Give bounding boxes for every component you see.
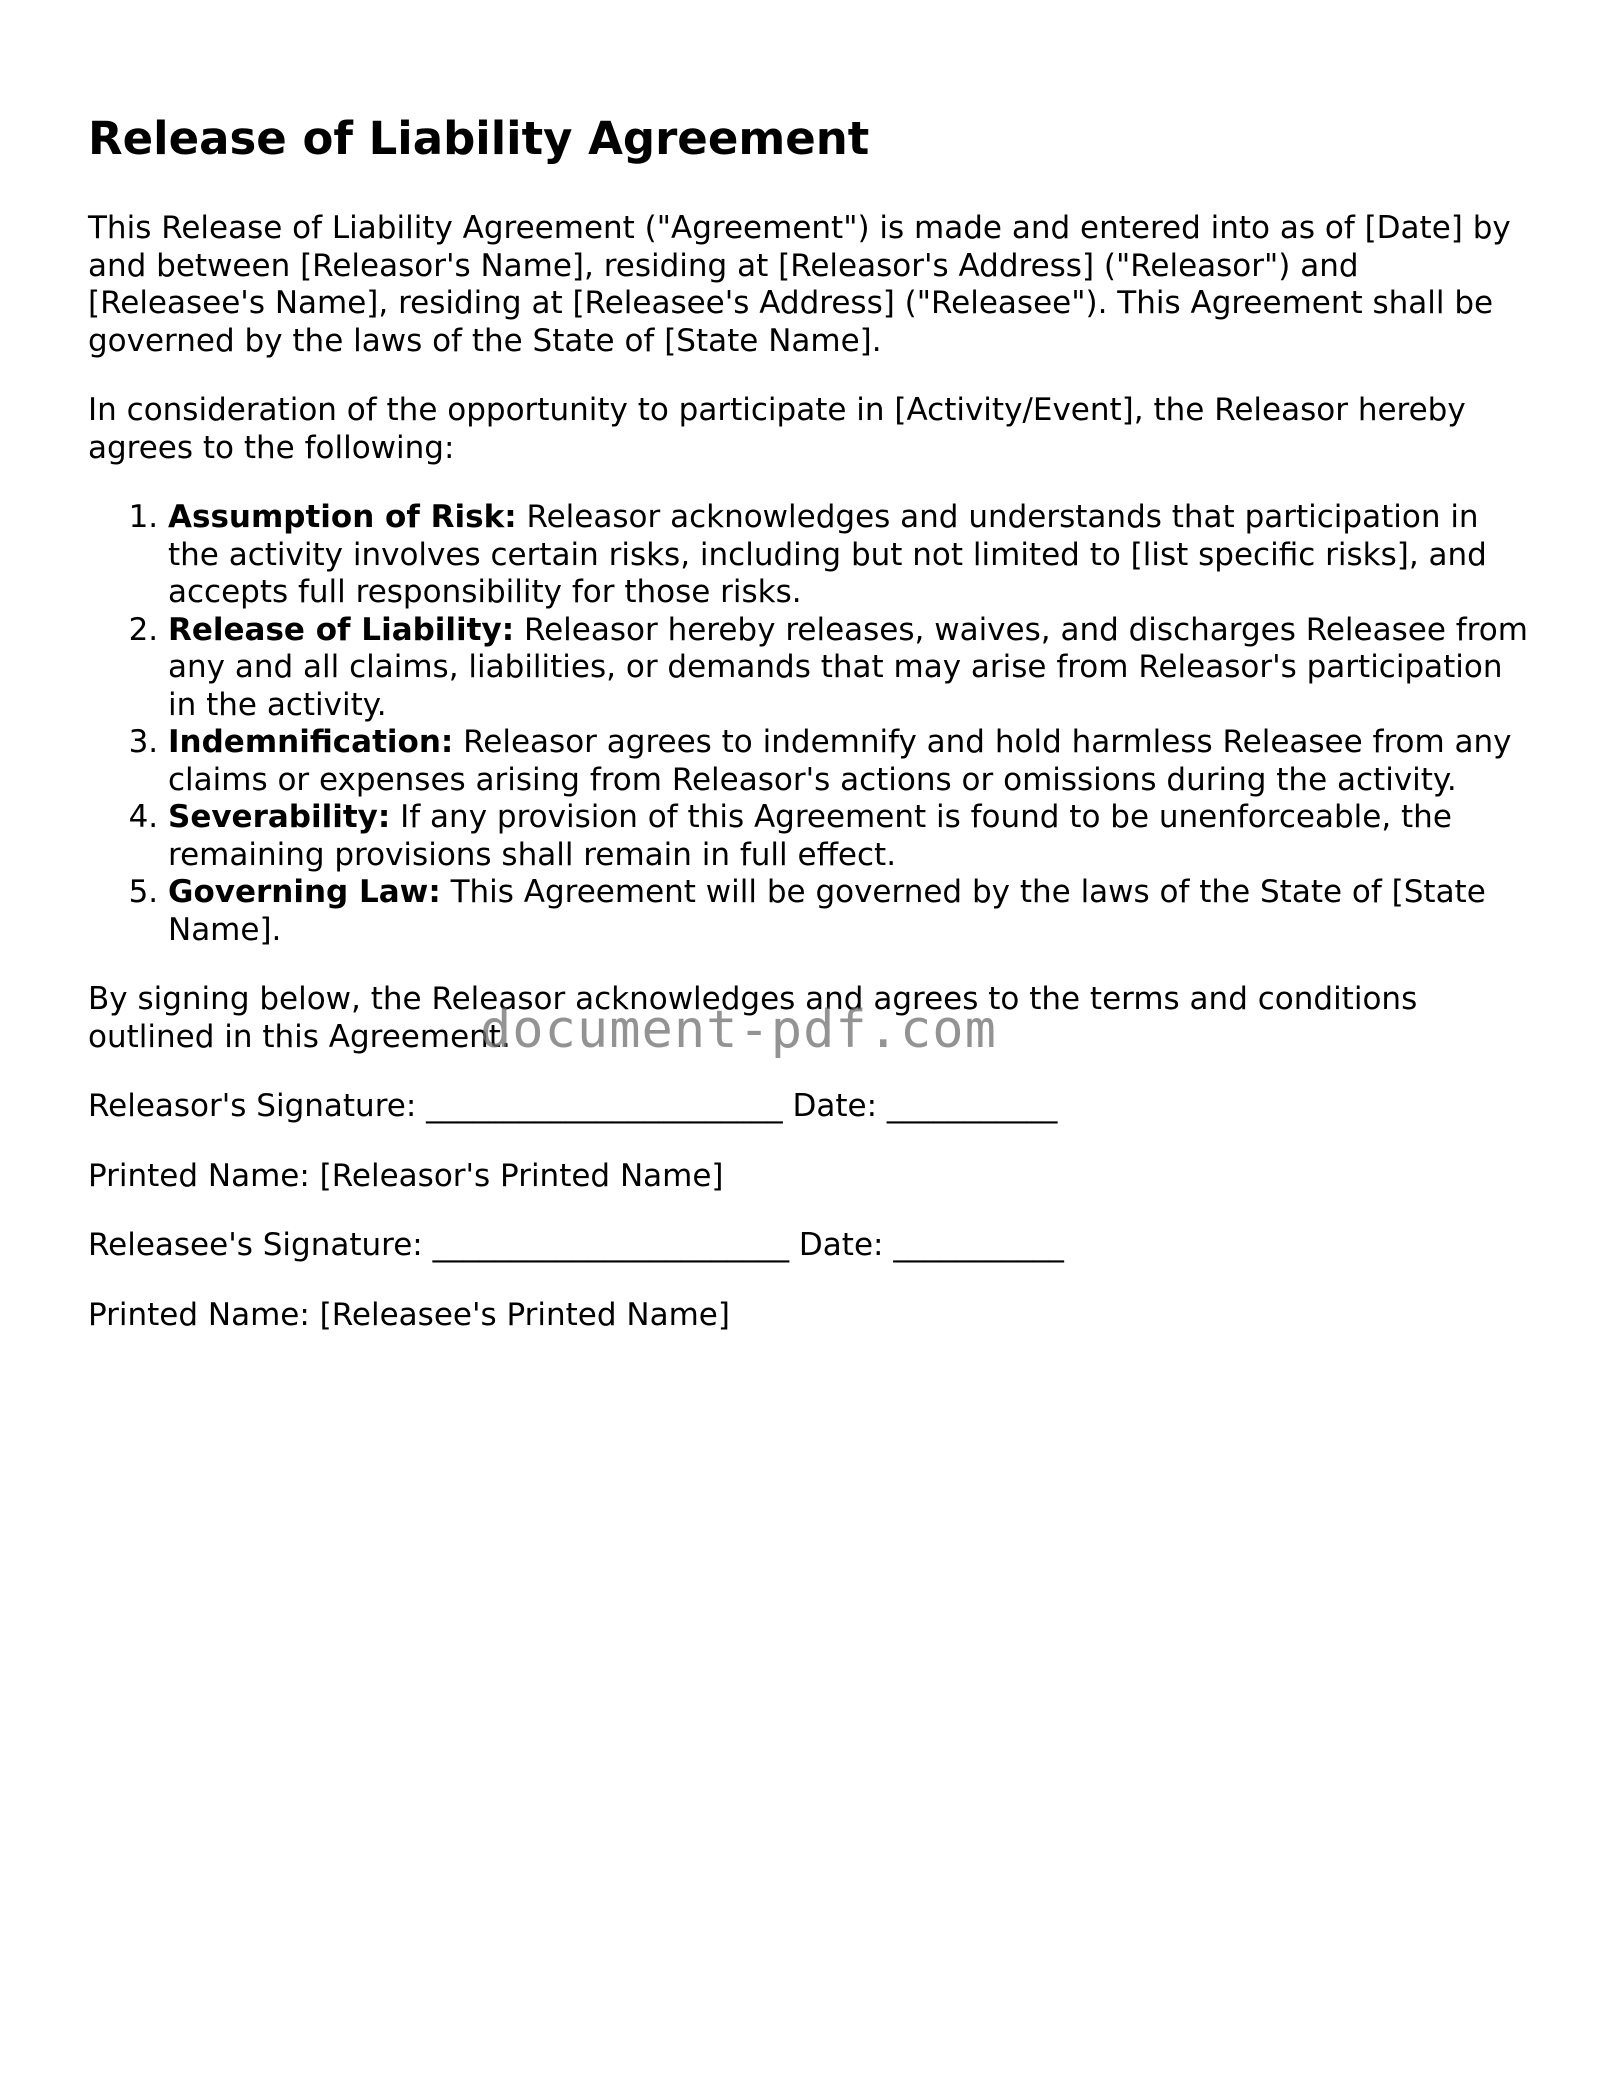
term-text: This Agreement will be governed by the laws of the State of [State Name]. (168, 874, 1486, 948)
watermark: document-pdf.com (480, 1000, 997, 1060)
document-page (88, 100, 1528, 1366)
term-text: Releasor agrees to indemnify and hold harmless Releasee from any claims or expenses arising from Releasor's actions or omissions during the activity. (168, 724, 1512, 798)
releasee-printed-name: Printed Name: [Releasee's Printed Name] (88, 1296, 730, 1333)
releasor-printed-name: Printed Name: [Releasor's Printed Name] (88, 1157, 724, 1194)
list-item (168, 724, 1528, 799)
term-heading: Governing Law: (168, 874, 441, 910)
term-heading: Release of Liability: (168, 611, 515, 648)
term-text: If any provision of this Agreement is found to be unenforceable, the remaining provisions shall remain in full effect. (168, 799, 1452, 873)
list-item (168, 874, 1528, 949)
list-item (168, 612, 1528, 725)
term-heading: Assumption of Risk: (168, 499, 517, 535)
list-item (168, 799, 1528, 874)
term-heading: Indemnification: (168, 724, 454, 760)
term-text: Releasor acknowledges and understands that participation in the activity involves certain risks, including but not limited to [list specific risks], and accepts full responsibility for those risks. (168, 499, 1487, 610)
releasor-signature-line: Releasor's Signature: _______________________ Date: ___________ (88, 1088, 1058, 1124)
closing-paragraph: By signing below, the Releasor acknowledges and agrees to the terms and conditions outlined in this Agreement. (88, 981, 1418, 1055)
releasee-signature-line: Releasee's Signature: _______________________ Date: ___________ (88, 1227, 1064, 1263)
term-text: Releasor hereby releases, waives, and discharges Releasee from any and all claims, liabilities, or demands that may arise from Releasor's participation in the activity. (168, 611, 1528, 723)
consideration-paragraph: In consideration of the opportunity to participate in [Activity/Event], the Releasor hereby agrees to the following: (88, 392, 1466, 466)
term-heading: Severability: (168, 799, 391, 835)
intro-paragraph: This Release of Liability Agreement ("Agreement") is made and entered into as of [Date] by and between [Releasor's Name], residing at [Releasor's Address] ("Releasor") and [Releasee's Name], residing at [Releasee's Address] ("Releasee"). This Agreement shall be governed by the laws of the State of [State Name]. (88, 210, 1511, 359)
terms-list (88, 499, 1528, 949)
document-title: Release of Liability Agreement (88, 112, 870, 165)
list-item (168, 499, 1528, 612)
